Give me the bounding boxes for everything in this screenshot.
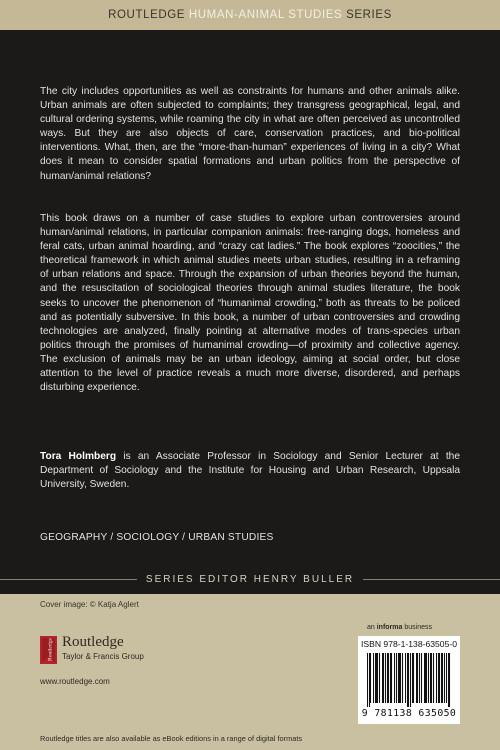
blurb-paragraph-1: The city includes opportunities as well as constraints for humans and other animals alike. Urban animals are often subjected to complaints; they transgress geographical, legal, and cultural ordering systems, while roaming the city in what are often perceived as uncontrolled ways. But they are also objects of care, conservation practices, and bio-political interventions. What, then, are the “more-than-human” experiences of living in a city? What does it mean to consider spatial formations and urban politics from the perspective of human/animal relations? [40, 86, 460, 182]
blurb-paragraph-2: This book draws on a number of case studies to explore urban controversies around human/animal relations, in particular companion animals: free-ranging dogs, homeless and feral cats, urban animal hoarding, and “crazy cat ladies.” The book explores “zoocities,” the theoretical framework in which animal studies meets urban studies, resulting in a reframing of urban relations and space. Through the expansion of urban theories beyond the human, and the resuscitation of sociological theories through animal studies literature, the book seeks to uncover the phenomenon of “humanimal crowding,” both as threats to be policed and as potentially subversive. In this book, a number of urban controversies and crowding technologies are analyzed, finally pointing at alternative modes of trans-species urban politics through the promises of humanimal crowding—of proximity and collective agency. The exclusion of animals may be an urban ideology, aiming at social order, but close attention to the level of practice reveals a much more diverse, disordered, and perhaps disturbing experience. [40, 213, 460, 394]
barcode-panel [358, 636, 460, 724]
barcode-bar [433, 653, 434, 703]
barcode-bar [430, 653, 431, 703]
barcode-bar [426, 653, 427, 703]
barcode-bar [399, 653, 400, 703]
barcode-bar [370, 653, 371, 703]
barcode-bar [441, 653, 442, 703]
barcode-digits: 9 781138 635050 [361, 708, 457, 719]
divider-left [0, 579, 137, 580]
barcode-bar [407, 653, 408, 707]
barcode-bar [396, 653, 397, 703]
barcode-icon [367, 653, 451, 707]
barcode-bar [417, 653, 418, 703]
series-label-name: HUMAN-ANIMAL STUDIES [188, 9, 343, 21]
barcode-bar [375, 653, 376, 703]
barcode-bar [448, 653, 449, 707]
barcode-bar [442, 653, 443, 703]
barcode-bar [369, 653, 370, 707]
subject-categories: GEOGRAPHY / SOCIOLOGY / URBAN STUDIES [40, 532, 274, 543]
barcode-bar [390, 653, 391, 703]
barcode-bar [446, 653, 447, 703]
barcode-bar [412, 653, 413, 703]
barcode-bar [398, 653, 399, 703]
divider-right [363, 579, 500, 580]
barcode-bar [394, 653, 395, 703]
series-banner [0, 0, 500, 30]
routledge-logo-icon [40, 636, 57, 664]
barcode-bar [421, 653, 422, 703]
barcode-bar [410, 653, 411, 707]
barcode-bar [387, 653, 388, 703]
barcode-bar [382, 653, 383, 703]
barcode-bar [383, 653, 384, 703]
informa-prefix: an [367, 624, 377, 631]
barcode-bar [385, 653, 386, 703]
barcode-bar [428, 653, 429, 703]
barcode-bar [449, 653, 450, 707]
publisher-panel [0, 594, 500, 750]
author-bio [40, 450, 460, 492]
series-editor: SERIES EDITOR HENRY BULLER [145, 573, 355, 585]
barcode-bar [408, 653, 409, 707]
barcode-bar [444, 653, 445, 703]
barcode-bar [379, 653, 380, 703]
barcode-bar [373, 653, 374, 703]
barcode-bar [402, 653, 403, 703]
isbn-number: ISBN 978-1-138-63505-0 [360, 639, 458, 649]
informa-brand: informa [376, 624, 403, 631]
informa-suffix: business [402, 624, 432, 631]
barcode-bar [439, 653, 440, 703]
barcode-bar [431, 653, 432, 703]
ebook-note: Routledge titles are also available as eBook editions in a range of digital formats [40, 734, 303, 743]
barcode-bar [376, 653, 377, 703]
barcode-bar [391, 653, 392, 703]
series-label-suffix: SERIES [342, 9, 392, 21]
barcode-bar [419, 653, 420, 703]
barcode-bar [438, 653, 439, 703]
series-editor-rule [0, 569, 500, 589]
barcode-bar [416, 653, 417, 703]
barcode-bar [388, 653, 389, 703]
author-bio-text: is an Associate Professor in Sociology and Senior Lecturer at the Department of Sociology and the Institute for Housing and Urban Research, Uppsala University, Sweden. [40, 451, 460, 491]
barcode-bar [436, 653, 437, 703]
barcode-bar [424, 653, 425, 703]
barcode-bar [377, 653, 378, 703]
logo-spine-text: Routledge [47, 638, 54, 661]
barcode-bar [400, 653, 401, 703]
publisher-website[interactable]: www.routledge.com [40, 677, 110, 686]
author-name: Tora Holmberg [40, 451, 117, 462]
barcode-bar [425, 653, 426, 703]
publisher-name: Routledge [62, 634, 124, 650]
barcode-bar [413, 653, 414, 703]
series-label-prefix: ROUTLEDGE [108, 9, 189, 21]
informa-business-label [367, 624, 432, 631]
barcode-bar [367, 653, 368, 707]
cover-credit: Cover image: © Katja Aglert [40, 600, 139, 609]
publisher-group: Taylor & Francis Group [62, 652, 144, 661]
barcode-bar [405, 653, 406, 703]
